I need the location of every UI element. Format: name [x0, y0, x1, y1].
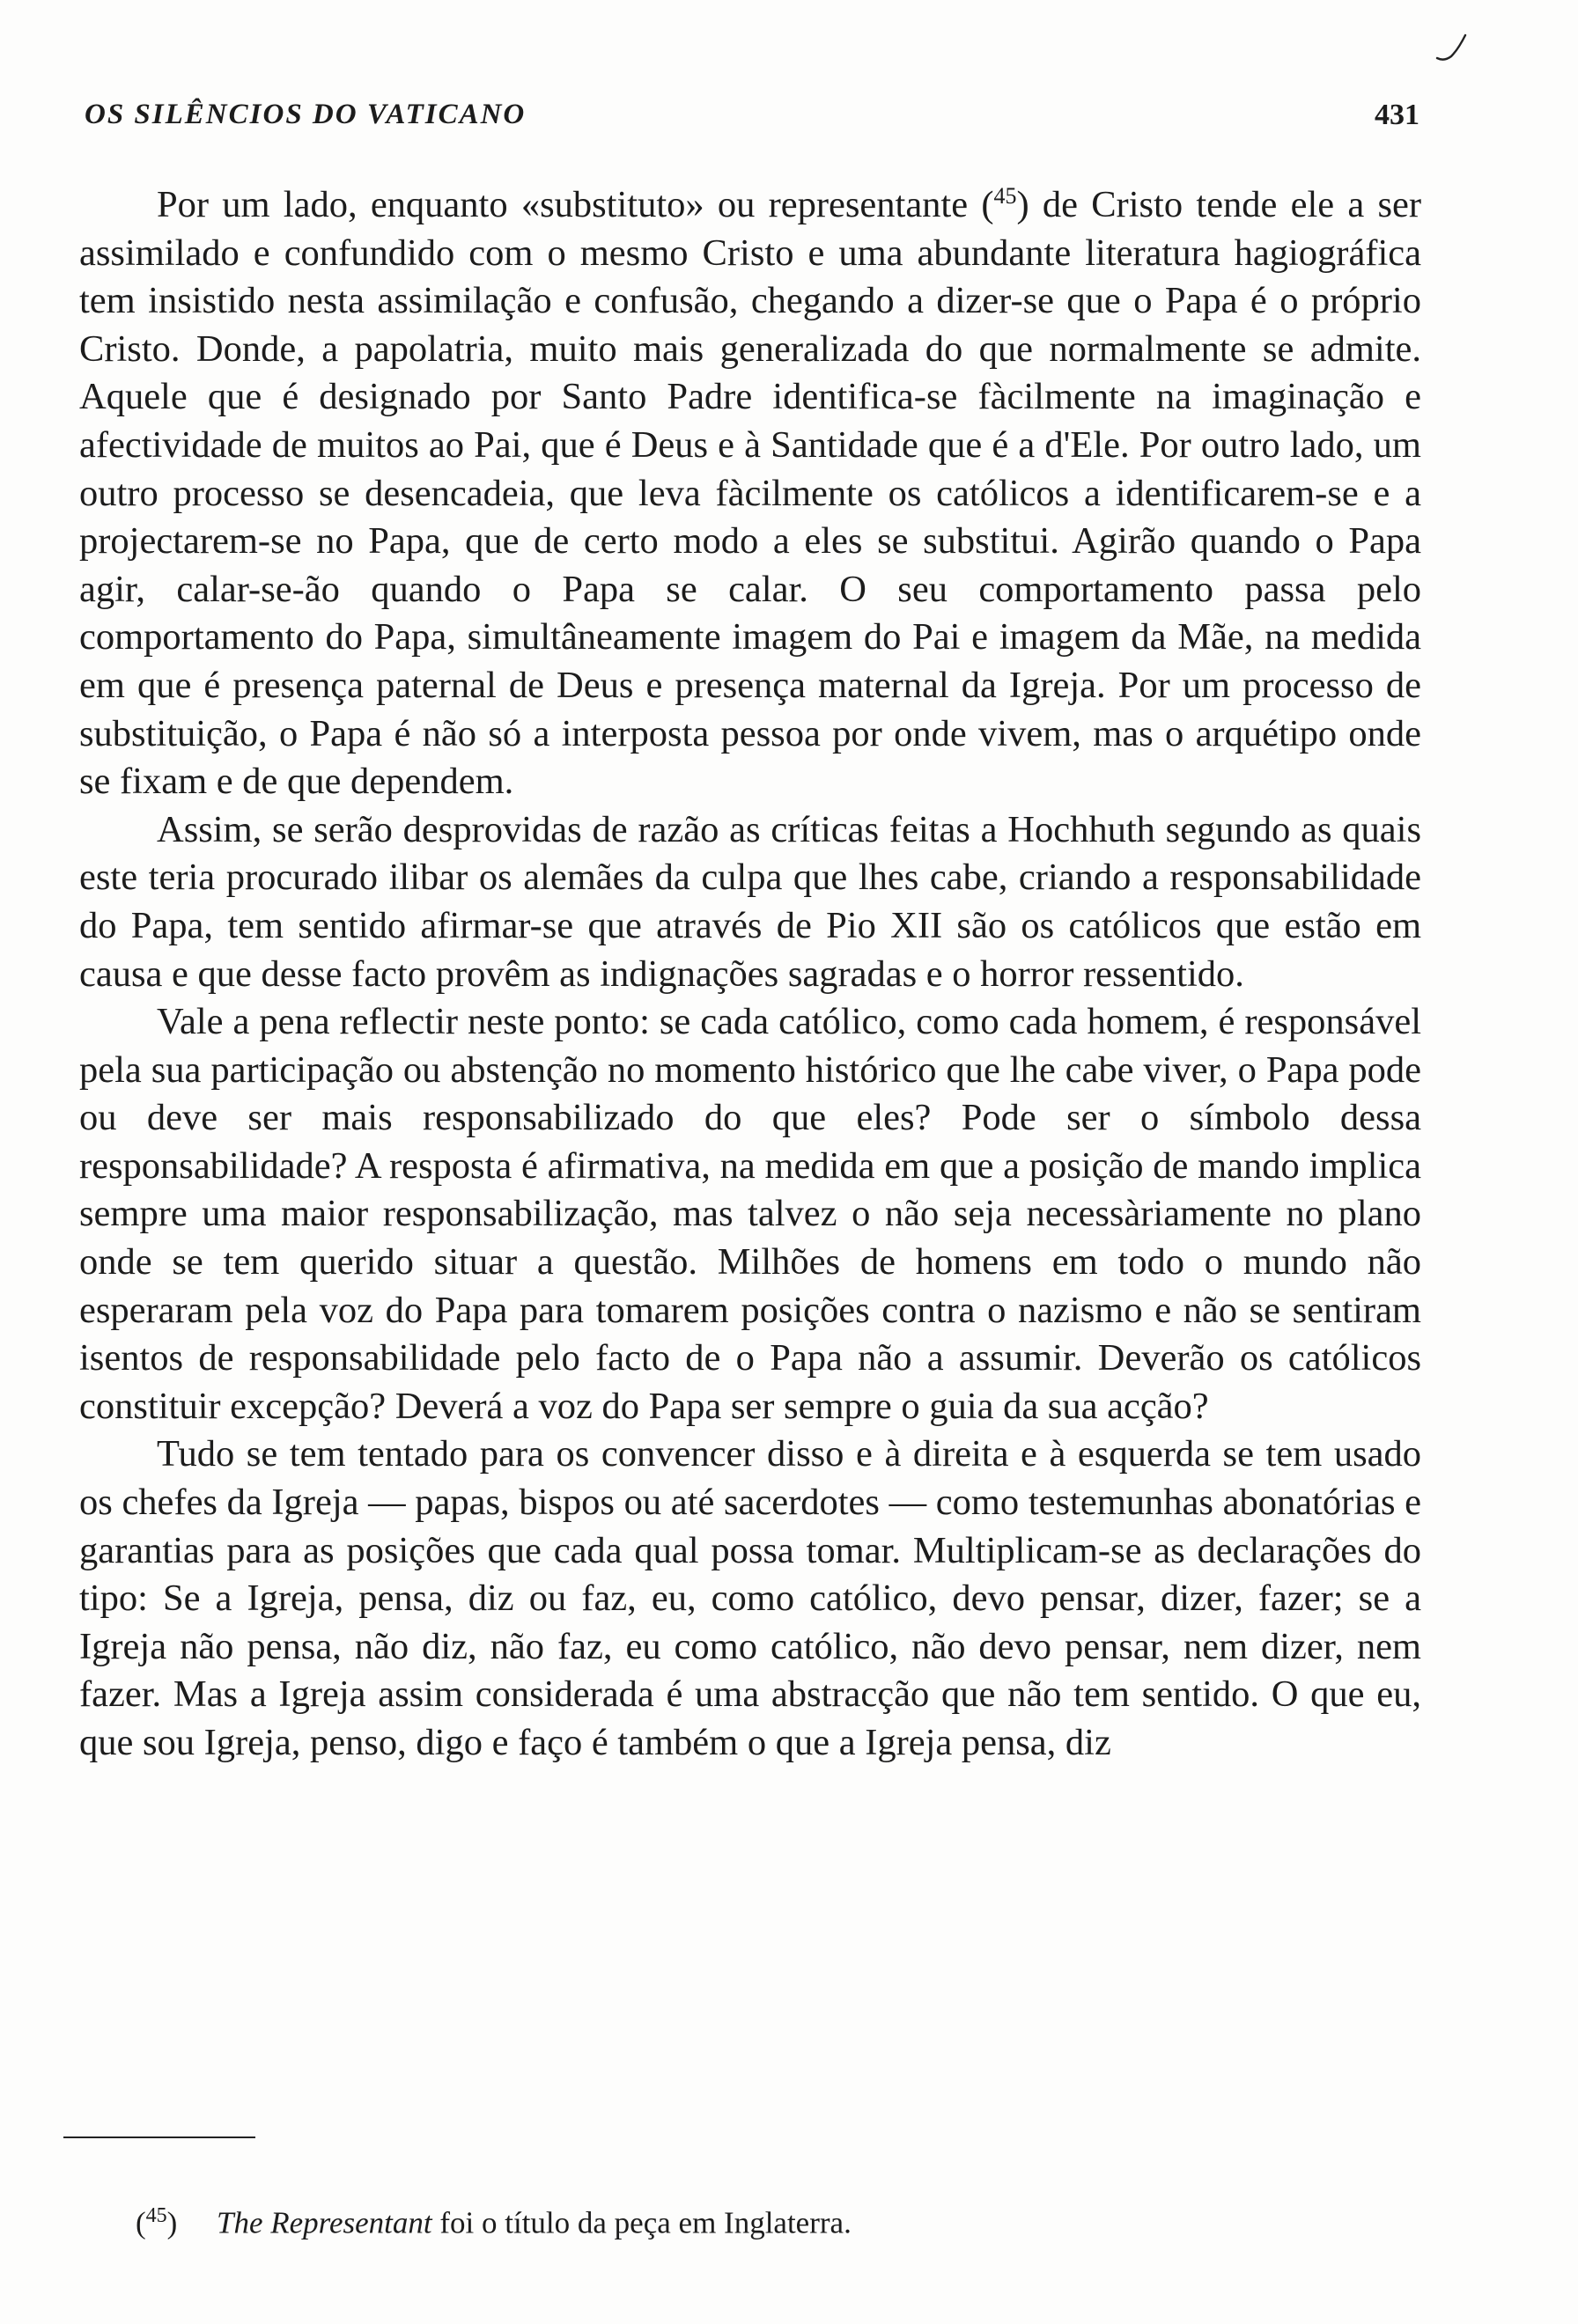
footnote-divider: [63, 2136, 255, 2138]
page-header: [85, 99, 1419, 143]
footnote-number: ($^{45}$): [136, 2204, 178, 2240]
footnote: [136, 2196, 852, 2243]
paragraph-2: Assim, se serão desprovidas de razão as críticas feitas a Hochhuth segundo as quais este teria procurado ilibar os alemães da culpa que lhes cabe, criando a responsabilidade do Papa, tem sentido afirmar-se que através de Pio XII são os católicos que estão em causa e que desse facto provêm as indignações sagradas e o horror ressentido.: [79, 808, 1421, 995]
footnote-text: foi o título da peça em Inglaterra.: [431, 2205, 852, 2240]
paragraph-3: Vale a pena reflectir neste ponto: se cada católico, como cada homem, é responsável pela sua participação ou abstenção no momento histórico que lhe cabe viver, o Papa pode ou deve ser mais responsabilizado do que eles? Pode ser o símbolo dessa responsabilidade? A resposta é afirmativa, na medida em que a posição de mando implica sempre uma maior responsabilização, mas talvez o não seja necessàriamente no plano onde se tem querido situar a questão. Milhões de homens em todo o mundo não esperaram pela voz do Papa para tomarem posições contra o nazismo e não se sentiram isentos de responsabilidade pelo facto de o Papa não a assumir. Deverão os católicos constituir excepção? Deverá a voz do Papa ser sempre o guia da sua acção?: [79, 1001, 1421, 1427]
handwritten-check-mark: [1434, 32, 1469, 67]
body-text: [79, 181, 1421, 1768]
running-head: OS SILÊNCIOS DO VATICANO: [85, 99, 527, 130]
footnote-play-title: The Representant: [217, 2205, 432, 2240]
footnote-reference: 45: [993, 182, 1017, 209]
paragraph-1: [79, 181, 1421, 806]
paragraph-1-text-end: ) de Cristo tende ele a ser assimilado e confundido com o mesmo Cristo e uma abundante literatura hagiográfica tem insistido nesta assimilação e confusão, chegando a dizer-se que o Papa é o próprio Cristo. Donde, a papolatria, muito mais generalizada do que normalmente se admite. Aquele que é designado por Santo Padre identifica-se fàcilmente na imaginação e afectividade de muitos ao Pai, que é Deus e à Santidade que é a d'Ele. Por outro lado, um outro processo se desencadeia, que leva fàcilmente os católicos a identificarem-se e a projectarem-se no Papa, que de certo modo a eles se substitui. Agirão quando o Papa agir, calar-se-ão quando o Papa se calar. O seu comportamento passa pelo comportamento do Papa, simultâneamente imagem do Pai e imagem da Mãe, na medida em que é presença paternal de Deus e presença maternal da Igreja. Por um processo de substituição, o Papa é não só a interposta pessoa por onde vivem, mas o arquétipo onde se fixam e de que dependem.: [79, 184, 1422, 803]
paragraph-1-text-start: Por um lado, enquanto «substituto» ou representante (: [157, 184, 994, 225]
page-number: 431: [1375, 99, 1419, 131]
paragraph-4: Tudo se tem tentado para os convencer disso e à direita e à esquerda se tem usado os chefes da Igreja — papas, bispos ou até sacerdotes — como testemunhas abonatórias e garantias para as posições que cada qual possa tomar. Multiplicam-se as declarações do tipo: Se a Igreja, pensa, diz ou faz, eu, como católico, devo pensar, dizer, fazer; se a Igreja não pensa, não diz, não faz, eu como católico, não devo pensar, nem dizer, nem fazer. Mas a Igreja assim considerada é uma abstracção que não tem sentido. O que eu, que sou Igreja, penso, digo e faço é também o que a Igreja pensa, diz: [79, 1433, 1421, 1763]
